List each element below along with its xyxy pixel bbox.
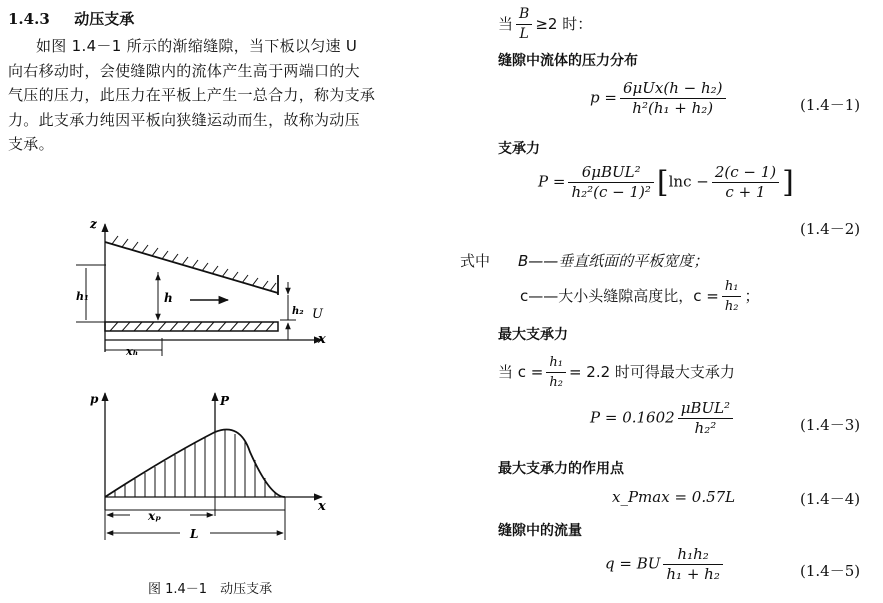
equation-1: p = $\frac{\text{6μUx(h − h₂)}}{\text{h²(h₁ + h₂)}}$ [590,80,729,117]
heading-bearing-force: 支承力 [498,141,540,157]
paragraph-line: 力。此支承力纯因平板向狭缝运动而生，故称为动压 [8,110,360,129]
resultant-p-label: P [220,394,230,408]
paragraph-line: 向右移动时，会使缝隙内的流体产生高于两端口的大 [8,61,360,80]
b-over-l-fraction: $\frac{B}{L}$ [516,6,532,43]
pressure-hatch [115,430,275,497]
equation-number-3: (1.4－3) [800,416,861,434]
equation-4: x_Pmax = 0.57L [612,488,736,506]
eq2-inner-fraction: $\frac{2(c - 1)}{c + 1}$ [712,164,779,201]
condition-line: 当 $\frac{B}{L}$ ≥2 时： [498,6,593,42]
max-c-fraction: $\frac{\text{h₁}}{\text{h₂}}$ [546,354,566,391]
heading-max-force: 最大支承力 [498,327,568,343]
max-condition-line: 当 c = $\frac{\text{h₁}}{\text{h₂}}$ = 2.2 时可得最大支承力 [498,355,735,390]
pressure-distribution-diagram [105,393,322,540]
h2-label: h₂ [292,306,304,317]
equation-3: P = 0.1602 $\frac{\text{μBUL²}}{\text{h₂²}}$ [590,400,736,437]
where-label: 式中 [460,252,491,270]
axis-x-label: x [318,332,326,347]
paragraph-line: 气压的压力，此压力在平板上产生一总合力，称为支承 [8,86,376,104]
figure-caption: 图 1.4－1 动压支承 [148,582,273,597]
lower-plate-hatch [110,322,274,331]
paragraph-line: 如图 1.4－1 所示的渐缩缝隙，当下板以匀速 U [36,37,358,55]
length-l-label: L [190,527,199,541]
axis-x2-label: x [318,499,326,514]
paragraph-line: 支承。 [8,135,54,153]
where-b-definition: B——垂直纸面的平板宽度； [518,252,709,270]
eq2-fraction: $\frac{\text{6μBUL²}}{\text{h₂²(c − 1)²}}$ [568,164,653,201]
section-title: 动压支承 [74,10,135,28]
eq5-fraction: $\frac{\text{h₁h₂}}{\text{h₁ + h₂}}$ [663,546,722,583]
h1-label: h₁ [76,290,89,303]
equation-number-1: (1.4－1) [800,96,861,114]
xh-label: xₕ [126,345,139,358]
equation-2: P = $\frac{\text{6μBUL²}}{\text{h₂²(c − 1)²}}$ [lnc − $\frac{2(c - 1)}{c + 1}$ ] [538,163,794,201]
equation-number-5: (1.4－5) [800,562,861,580]
equation-number-4: (1.4－4) [800,490,861,508]
axis-z-label: z [90,217,97,231]
xp-label: xₚ [148,509,162,523]
section-heading [8,8,134,29]
body-paragraph [8,34,428,157]
h-label: h [164,291,173,305]
upper-plate-hatch [112,236,276,291]
eq1-fraction: $\frac{\text{6μUx(h − h₂)}}{\text{h²(h₁ + h₂)}}$ [620,80,726,117]
equation-5: q = BU $\frac{\text{h₁h₂}}{\text{h₁ + h₂}}$ [605,546,726,583]
figure-diagram [70,210,350,560]
velocity-u-label: U [312,307,323,322]
where-c-definition: c——大小头缝隙高度比，c = $\frac{\text{h₁}}{\text{h₂}}$ ； [520,279,760,314]
c-fraction: $\frac{\text{h₁}}{\text{h₂}}$ [722,278,742,315]
heading-action-point: 最大支承力的作用点 [498,461,624,477]
equation-number-2: (1.4－2) [800,220,861,238]
slider-bearing-diagram [76,224,322,356]
heading-pressure-distribution: 缝隙中流体的压力分布 [498,53,638,69]
axis-p-label: p [90,392,99,406]
section-number: 1.4.3 [8,10,50,28]
eq3-fraction: $\frac{\text{μBUL²}}{\text{h₂²}}$ [678,400,733,437]
heading-flow-rate: 缝隙中的流量 [498,523,582,539]
